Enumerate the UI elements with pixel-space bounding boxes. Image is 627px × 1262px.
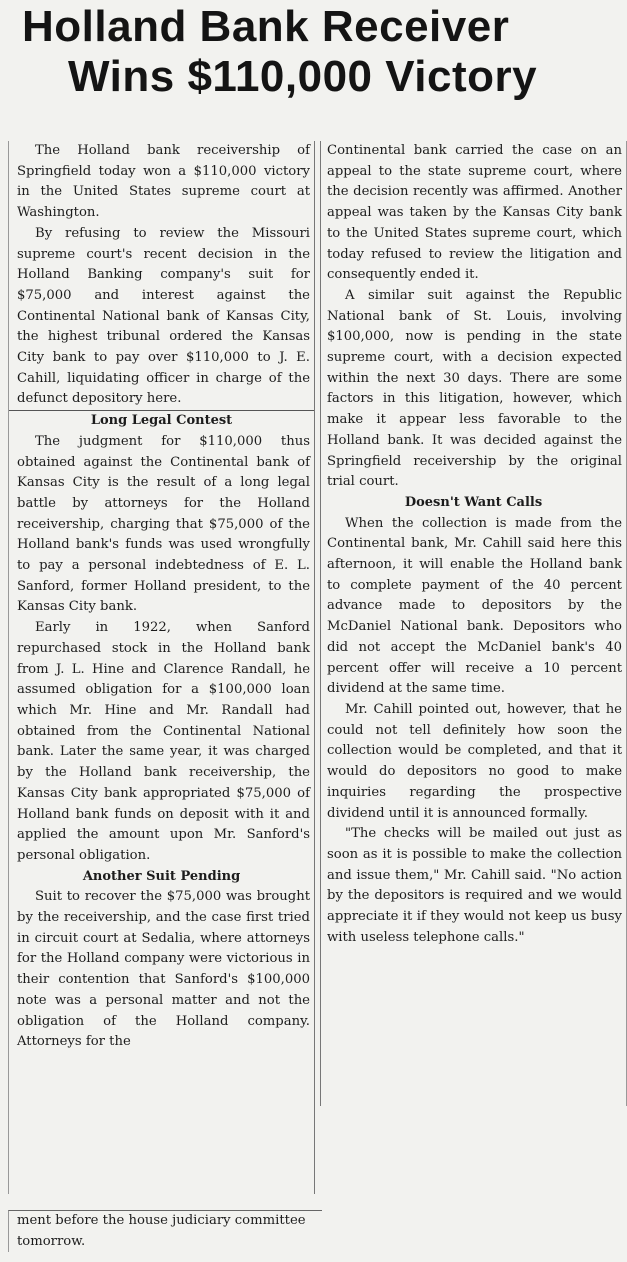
paragraph: The Holland bank receivership of Springfield today won a $110,000 victory in the United States supreme court at Washington. — [17, 143, 310, 221]
continuation-fragment: ment before the house judiciary committee tomorrow. — [8, 1210, 322, 1252]
right-column — [320, 141, 627, 1106]
paragraph: Mr. Cahill pointed out, however, that he could not tell definitely how soon the collection would be completed, and that it would do depositors no good to make inquiries regarding the prospective dividend until it is announced formally. — [327, 701, 622, 821]
headline-line-1: Holland Bank Receiver — [22, 2, 510, 51]
paragraph: Early in 1922, when Sanford repurchased stock in the Holland bank from J. L. Hine and Clarence Randall, he assumed obligation for a $100,000 loan which Mr. Hine and Mr. Randall had obtained from the Continental National bank. Later the same year, it was charged by the Holland bank receivership, the Kansas City bank appropriated $75,000 of Holland bank funds on deposit with it and applied the amount upon Mr. Sanford's personal obligation. — [17, 620, 310, 863]
left-column — [8, 141, 315, 1194]
subhead: Long Legal Contest — [90, 413, 233, 429]
paragraph: By refusing to review the Missouri supreme court's recent decision in the Holland Banking company's suit for $75,000 and interest against the Continental National bank of Kansas City, the highest tribunal ordered the Kansas City bank to pay over $110,000 to J. E. Cahill, liquidating officer in charge of the defunct depository here. — [17, 225, 310, 407]
paragraph: When the collection is made from the Continental bank, Mr. Cahill said here this afternoon, it will enable the Holland bank to complete payment of the 40 percent advance made to depositors by the McDaniel National bank. Depositors who did not accept the McDaniel bank's 40 percent offer will receive a 10 percent dividend at the same time. — [327, 515, 622, 697]
subhead: Another Suit Pending — [82, 868, 241, 884]
paragraph: "The checks will be mailed out just as soon as it is possible to make the collection and issue them," Mr. Cahill said. "No action by the depositors is required and we would appreciate it if they would not keep us busy with useless telephone calls." — [327, 826, 622, 945]
paragraph: A similar suit against the Republic National bank of St. Louis, involving $100,000, now is pending in the state supreme court, with a decision expected within the next 30 days. There are some factors in this litigation, however, which make it appear less favorable to the Holland bank. It was decided against the Springfield receivership by the original trial court. — [327, 287, 622, 490]
paragraph: Suit to recover the $75,000 was brought by the receivership, and the case first tried in circuit court at Sedalia, where attorneys for the Holland company were victorious in their contention that Sanford's $100,000 note was a personal matter and not the obligation of the Holland company. Attorneys for the — [17, 889, 310, 1050]
subhead: Doesn't Want Calls — [404, 494, 543, 510]
paragraph: The judgment for $110,000 thus obtained against the Continental bank of Kansas City is the result of a long legal battle by attorneys for the Holland receivership, charging that $75,000 of the Holland bank's funds was used wrongfully to pay a personal indebtedness of E. L. Sanford, former Holland president, to the Kansas City bank. — [17, 433, 310, 615]
paragraph: Continental bank carried the case on an appeal to the state supreme court, where the decision recently was affirmed. Another appeal was taken by the Kansas City bank to the United States supreme court, which today refused to review the litigation and consequently ended it. — [327, 143, 622, 283]
headline-line-2: Wins $110,000 Victory — [68, 52, 538, 101]
